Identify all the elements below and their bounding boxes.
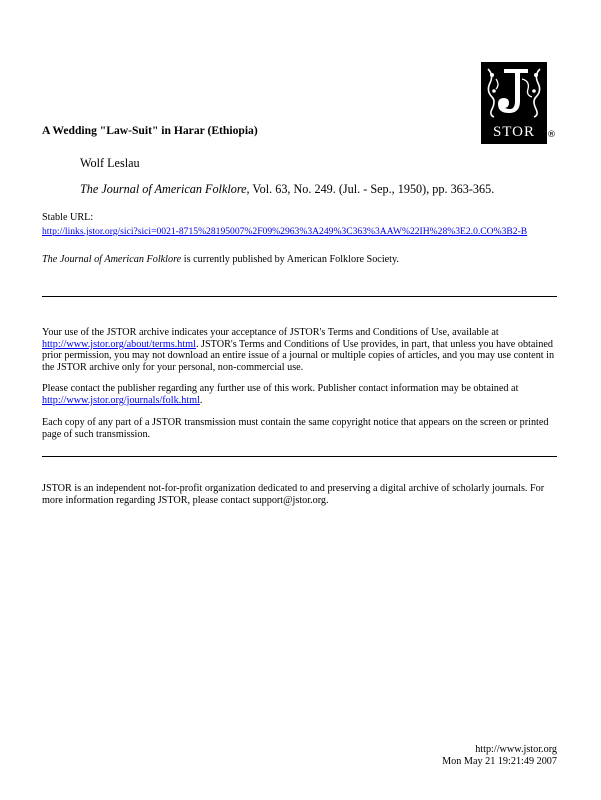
terms-link[interactable]: http://www.jstor.org/about/terms.html bbox=[42, 338, 196, 350]
contact-text: Please contact the publisher regarding any further use of this work. Publisher contact information may be obtained at bbox=[42, 383, 519, 394]
stable-url-link[interactable]: http://links.jstor.org/sici?sici=0021-8715%28195007%2F09%2963%3A249%3C363%3AAW%22IH%28%3E2.0.CO%3B2-B bbox=[42, 226, 528, 237]
page-footer bbox=[442, 744, 557, 767]
jstor-logo-word: STOR bbox=[492, 124, 536, 140]
terms-intro: Your use of the JSTOR archive indicates your acceptance of JSTOR's Terms and Conditions of Use, available at bbox=[42, 327, 499, 338]
publisher-note bbox=[42, 254, 399, 266]
jstor-j-emblem-icon bbox=[482, 63, 546, 121]
about-jstor-paragraph: JSTOR is an independent not-for-profit organization dedicated to and preserving a digital archive of scholarly journals. For more information regarding JSTOR, please contact support@jstor.org. bbox=[42, 483, 545, 506]
registered-mark: ® bbox=[547, 130, 556, 140]
footer-site: http://www.jstor.org bbox=[475, 744, 557, 755]
contact-end: . bbox=[199, 394, 203, 406]
article-author: Wolf Leslau bbox=[80, 156, 140, 170]
divider-top bbox=[42, 296, 557, 297]
citation-details: , Vol. 63, No. 249. (Jul. - Sep., 1950), pp. 363-365. bbox=[246, 182, 495, 196]
jstor-logo-box bbox=[481, 62, 547, 144]
divider-bottom bbox=[42, 456, 557, 457]
article-citation bbox=[80, 182, 494, 196]
stable-url-label: Stable URL: bbox=[42, 212, 94, 223]
jstor-logo bbox=[481, 62, 556, 142]
publisher-contact-link[interactable]: http://www.jstor.org/journals/folk.html bbox=[42, 394, 200, 406]
publisher-text: is currently published by American Folklore Society. bbox=[181, 254, 399, 265]
journal-name: The Journal of American Folklore bbox=[80, 182, 247, 196]
publisher-journal-name: The Journal of American Folklore bbox=[42, 254, 182, 265]
article-title: A Wedding "Law-Suit" in Harar (Ethiopia) bbox=[42, 124, 258, 137]
terms-rest: . JSTOR's Terms and Conditions of Use provides, in part, that unless you have obtained prior permission, you may not download an entire issue of a journal or multiple copies of articles, and you may use content in the JSTOR archive only for your personal, non-commercial use. bbox=[42, 338, 555, 373]
terms-paragraph bbox=[42, 327, 557, 373]
footer-date: Mon May 21 19:21:49 2007 bbox=[442, 755, 557, 767]
contact-paragraph bbox=[42, 383, 557, 406]
copyright-paragraph: Each copy of any part of a JSTOR transmission must contain the same copyright notice that appears on the screen or printed page of such transmission. bbox=[42, 417, 549, 440]
